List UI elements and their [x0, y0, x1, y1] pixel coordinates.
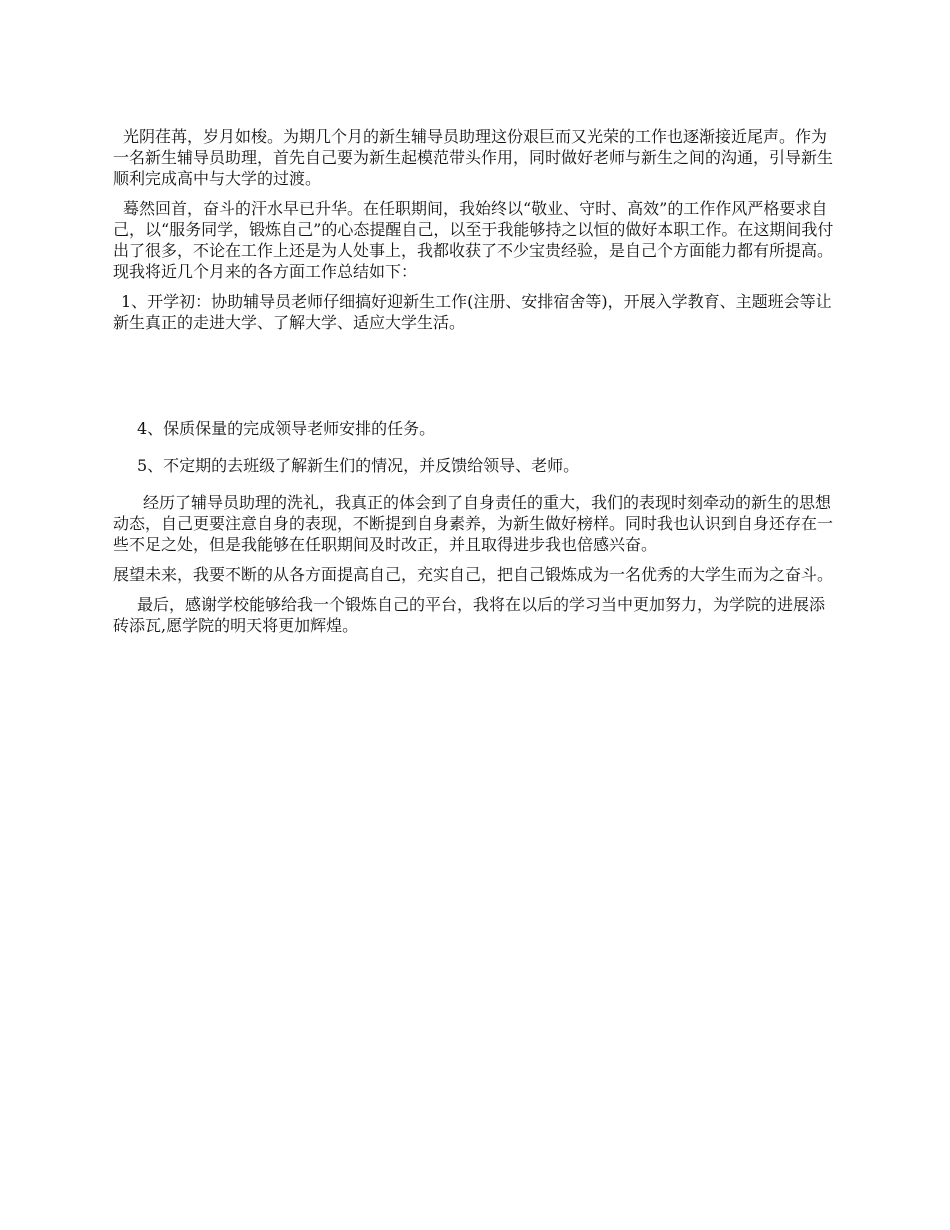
paragraph-outlook: 展望未来，我要不断的从各方面提高自己，充实自己，把自己锻炼成为一名优秀的大学生而为之奋斗。: [113, 565, 834, 584]
paragraph-intro: 光阴荏苒，岁月如梭。为期几个月的新生辅导员助理这份艰巨而又光荣的工作也逐渐接近尾声。作为一名新生辅导员助理，首先自己要为新生起模范带头作用，同时做好老师与新生之间的沟通，引导新生顺利完成高中与大学的过渡。: [113, 127, 834, 188]
paragraph-closing: 最后，感谢学校能够给我一个锻炼自己的平台，我将在以后的学习当中更加努力，为学院的进展添砖添瓦,愿学院的明天将更加辉煌。: [113, 595, 826, 635]
paragraph-review: 蓦然回首，奋斗的汗水早已升华。在任职期间，我始终以“敬业、守时、高效”的工作作风严格要求自己，以“服务同学，锻炼自己”的心态提醒自己，以至于我能够持之以恒的做好本职工作。在这期间我付出了很多，不论在工作上还是为人处事上，我都收获了不少宝贵经验，是自己个方面能力都有所提高。现我将近几个月来的各方面工作总结如下：: [113, 199, 834, 281]
blank-gap: [113, 333, 840, 418]
paragraph-item-5: 5、不定期的去班级了解新生们的情况，并反馈给领导、老师。: [137, 456, 580, 475]
paragraph-item-1: 1、开学初：协助辅导员老师仔细搞好迎新生工作(注册、安排宿舍等)，开展入学教育、主题班会等让新生真正的走进大学、了解大学、适应大学生活。: [113, 292, 832, 332]
paragraph-reflection: 经历了辅导员助理的洗礼，我真正的体会到了自身责任的重大，我们的表现时刻牵动的新生的思想动态，自己更要注意自身的表现，不断提到自身素养，为新生做好榜样。同时我也认识到自身还存在一些不足之处，但是我能够在任职期间及时改正，并且取得进步我也倍感兴奋。: [113, 493, 834, 554]
paragraph-item-4: 4、保质保量的完成领导老师安排的任务。: [137, 419, 436, 438]
document-page: [113, 126, 840, 636]
